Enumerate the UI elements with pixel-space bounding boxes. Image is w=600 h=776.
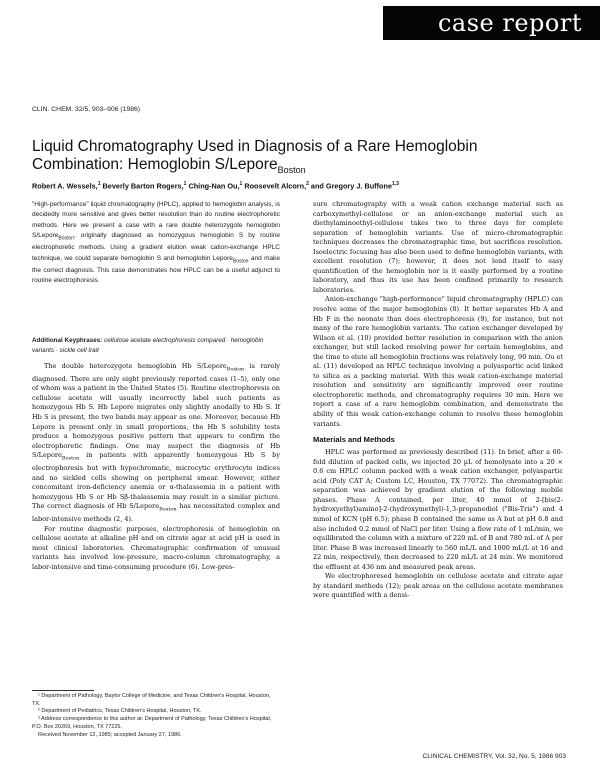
title-text: Liquid Chromatography Used in Diagnosis of a Rare Hemoglobin Combination: Hemoglobin S/Lepore <box>32 138 478 173</box>
author-affiliation-mark: 1,3 <box>392 181 399 187</box>
abstract-subscript: Boston <box>232 257 249 264</box>
abstract-text: "High-performance" liquid chromatography (HPLC), applied to hemoglobin analysis, is decidedly more sensitive and gives better resolution than do routine electrophoretic methods. Here we present a case with a rare double heterozygote hemoglobin S/Lepore <box>32 201 280 239</box>
footnote: ³ Address correspondence to this author at: Department of Pathology, Texas Children's Hospital, P.O. Box 20269, Houston, TX 77225. <box>32 716 272 730</box>
author-name: Beverly Barton Rogers, <box>102 181 184 191</box>
body-paragraph: Anion-exchange "high-performance" liquid chromatography (HPLC) can resolve some of the major hemoglobins (8). It better separates Hb A and Hb F in the neonate than does electrophoresis (9), for instance, but not many of the rare hemoglobin variants. The cation exchanger developed by Wilson et al. (10) provided better resolution in comparison with the anion exchanger, but still lacked resolving power for certain hemoglobins, and the time to elute all hemoglobin fractions was relatively long, 90 min. Ou et al. (11) developed an HPLC technique involving a polyaspartic acid linked to silica as a packing material. With this weak cation-exchange material resolution and sensitivity are significantly improved over routine electrophoretic methods, and chromatography requires 30 min. Here we report a case of a rare hemoglobin combination, and demonstrate the ability of this weak cation-exchange column to resolve these hemoglobin variants. <box>313 295 563 428</box>
author-name: Roosevelt Alcorn, <box>244 181 307 191</box>
footnote: ¹ Department of Pathology, Baylor College of Medicine, and Texas Children's Hospital, Houston, TX. <box>32 693 271 707</box>
right-column-body <box>313 200 563 601</box>
author-name: Ching-Nan Ou, <box>188 181 240 191</box>
abstract-subscript: Boston <box>58 235 74 242</box>
abstract-text: and make the correct diagnosis. This case demonstrates how HPLC can be a useful adjunct to routine electrophoresis. <box>32 254 280 285</box>
body-paragraph: We electrophoresed hemoglobin on cellulose acetate and citrate agar by standard methods (12); peak areas on the cellulose acetate membranes were quantified with a densi- <box>313 572 563 600</box>
abstract-text: , originally diagnosed as homozygous hemoglobin S by routine electrophoretic methods. Using a gradient elution weak cation-exchange HPLC technique, we could separate hemoglobin S and hemoglobin Lepore <box>32 231 280 262</box>
author-list <box>32 181 577 190</box>
body-text-run: The double heterozygote hemoglobin Hb S/Lepore <box>44 362 227 370</box>
article-title <box>32 138 572 179</box>
body-subscript: Boston <box>226 366 245 373</box>
footnote: ² Department of Pediatrics, Texas Children's Hospital, Houston, TX. <box>38 708 202 715</box>
section-banner <box>383 6 600 40</box>
body-paragraph: For routine diagnostic purposes, electrophoresis of hemoglobin on cellulose acetate at alkaline pH and on citrate agar at acid pH is used in most clinical laboratories. Chromatographic confirmation of unusual variants has involved low-pressure, macro-column chromatography, a labor-intensive and time-consuming procedure (6). Low-pres- <box>32 524 280 571</box>
author-name: and Gregory J. Buffone <box>310 181 393 191</box>
body-paragraph: sure chromatography with a weak cation exchange material such as carboxymethyl-cellulose or an anion-exchange material such as diethylaminoethyl-cellulose takes two to three days for complete separation of hemoglobin variants. Use of micro-chromatographic techniques decreases the chromatographic time, but sacrifices resolution. Isoelectric focusing has also been used to define hemoglobin variants, with excellent resolution (7); however, it does not lend itself to easy quantification of the hemoglobin nor is it easily performed by a routine laboratory, and thus its use has been confined primarily to research laboratories. <box>313 200 563 294</box>
author-affiliation-mark: 1 <box>183 181 187 187</box>
left-column-body <box>32 362 280 572</box>
title-subscript: Boston <box>277 165 306 176</box>
body-subscript: Boston <box>61 455 80 462</box>
author-affiliation-mark: 2 <box>306 181 309 187</box>
keyphrases-text: cellulose acetate electrophoresis compared · hemoglobin variants · sickle cell trait <box>32 337 264 354</box>
body-text-run: in patients with apparently homozygous Hb S by electrophoresis but with hypochromatic, microcytic erythrocyte indices and no sickled cells showing on peripheral smear. However, either concomitant iron-deficiency anemia or α-thalassemia in a patient with homozygous Hb S or Hb Sβ-thalassemia may result in a similar picture. The correct diagnosis of Hb S/Lepore <box>32 451 280 511</box>
body-paragraph: HPLC was performed as previously described (11). In brief, after a 60-fold dilution of packed cells, we injected 20 µL of hemolysate into a 20 × 0.6 cm HPLC column packed with a weak cation exchanger, polyaspartic acid (Poly CAT A; Custom LC, Houston, TX 77072). The chromatographic separation was achieved by gradient elution of the following mobile phases. Phase A contained, per liter, 40 mmol of 2-[bis(2-hydroxyethyl)amino]-2-(hydroxymethyl)-1,3-propanediol ("Bis-Tris") and 4 mmol of KCN (pH 6.5); phase B contained the same as A but at pH 6.8 and also included 0.2 mmol of NaCl per liter. Using a flow rate of 1 mL/min, we equilibrated the column with a mixture of 220 mL of B and 780 mL of A per liter. Phase B was increased linearly to 560 mL/L and 1000 mL/L at 16 and 22 min, respectively, then decreased to 220 mL/L at 24 min. We monitored the effluent at 436 nm and measured peak areas. <box>313 448 563 571</box>
footnote-divider <box>32 690 94 691</box>
footnote: Received November 12, 1985; accepted January 27, 1986. <box>38 731 182 738</box>
body-text-run: has necessitated complex and labor-intensive methods (2, 4). <box>32 502 280 524</box>
running-footer: CLINICAL CHEMISTRY, Vol. 32, No. 5, 1986 903 <box>422 753 566 760</box>
body-subscript: Boston <box>159 506 177 513</box>
body-text-run: is rarely diagnosed. There are only eight previously reported cases (1–5), only one of whom was a patient in the United States (5). Routine electrophoresis on cellulose acetate will usually incorrectly label such patients as homozygous Hb S. Hb Lepore migrates only slightly anodally to Hb S. If Hb S is present, the two bands may appear as one. Moreover, because Hb Lepore is present only in small proportions, the Hb S solubility tests produce a homozygous positive pattern that appears to confirm the electrophoretic findings. One may suspect the diagnosis of Hb S/Lepore <box>32 362 281 460</box>
author-affiliation-mark: 1 <box>239 181 243 187</box>
author-affiliation-mark: 1 <box>97 181 101 187</box>
journal-citation: CLIN. CHEM. 32/5, 903–906 (1986) <box>32 106 141 113</box>
keyphrases <box>32 336 280 356</box>
section-heading: Materials and Methods <box>313 435 395 445</box>
body-paragraph <box>32 362 280 525</box>
footnotes <box>32 693 280 739</box>
keyphrases-label: Additional Keyphrases: <box>32 337 103 344</box>
author-name: Robert A. Wessels, <box>32 181 98 191</box>
abstract <box>32 200 280 287</box>
section-label: case report <box>437 9 582 37</box>
